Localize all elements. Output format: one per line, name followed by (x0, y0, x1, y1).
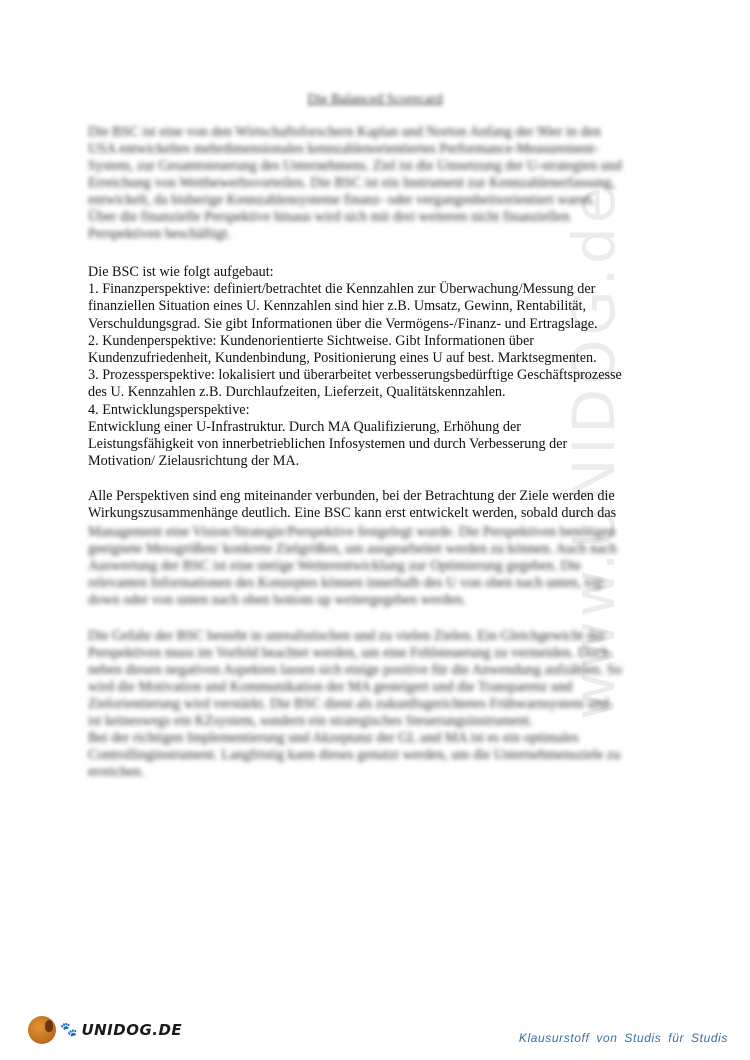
text-line: finanziellen Situation eines U. Kennzahlen sind hier z.B. Umsatz, Gewinn, Rentabilität, (88, 298, 587, 315)
text-line: 4. Entwicklungsperspektive: (88, 401, 250, 418)
dog-icon (28, 1016, 56, 1044)
text-line: Wirkungszusammenhänge deutlich. Eine BSC kann erst entwickelt werden, sobald durch das (88, 505, 617, 522)
text-line: Erreichung von Wettbewerbsvorteilen. Die BSC ist ein Instrument zur Kennzahlenerfassung, (88, 175, 615, 191)
text-line: Über die finanzielle Perspektive hinaus wird sich mit drei weiteren nicht finanziellen (88, 209, 570, 225)
text-line: ist keineswegs ein KZsystem, sondern ein strategisches Steuerungsinstrument. (88, 713, 533, 729)
text-line: Perspektiven beschäftigt. (88, 226, 231, 242)
text-line: down oder von unten nach oben bottom up weitergegeben werden. (88, 592, 466, 608)
text-line: System, zur Gesamtsteuerung des Unternehmens. Ziel ist die Umsetzung der U-strategien und (88, 158, 622, 174)
text-line: Bei der richtigen Implementierung und Akzeptanz der GL und MA ist es ein optimales (88, 730, 579, 746)
text-line: Die BSC ist eine von den Wirtschaftsforschern Kaplan und Norton Anfang der 90er in den (88, 124, 601, 140)
text-line: Die BSC ist wie folgt aufgebaut: (88, 264, 274, 280)
text-line: 3. Prozessperspektive: lokalisiert und überarbeitet verbesserungsbedürftige Geschäftsprozesse (88, 367, 622, 384)
logo-text: UNIDOG.DE (81, 1021, 183, 1039)
text-line: Zielorientierung wird verstärkt. Die BSC dient als zukunftsgerichtetes Frühwarnsystem und (88, 696, 609, 712)
blurred-connections-continuation (88, 524, 663, 609)
text-line: entwickelt, da bisherige Kennzahlensysteme finanz- oder vergangenheitsorientiert waren. (88, 192, 596, 208)
text-line: USA entwickeltes mehrdimensionales kennzahlenorientiertes Performance-Measurement- (88, 141, 599, 157)
text-line: Motivation/ Zielausrichtung der MA. (88, 453, 300, 470)
connections-paragraph (88, 488, 668, 522)
text-line: Controllinginstrument. Langfristig kann dieses genutzt werden, um die Unternehmensziele zu (88, 747, 621, 763)
text-line: des U. Kennzahlen z.B. Durchlaufzeiten, Lieferzeit, Qualitätskennzahlen. (88, 384, 506, 401)
text-line: Kundenzufriedenheit, Kundenbindung, Positionierung eines U auf best. Marktsegmenten. (88, 350, 597, 367)
text-line: Entwicklung einer U-Infrastruktur. Durch MA Qualifizierung, Erhöhung der (88, 418, 521, 435)
text-line: relevanten Informationen des Konzeptes können innerhalb des U von oben nach unten, top (88, 575, 603, 591)
text-line: Perspektiven muss im Vorfeld beachtet werden, um eine Fehlsteuerung zu vermeiden. Doch (88, 645, 609, 661)
text-line: wird die Motivation und Kommunikation der MA gesteigert und die Transparenz und (88, 679, 573, 695)
structure-section (88, 264, 668, 470)
text-line: geeignete Messgrößen/ konkrete Zielgrößen, um ausgearbeitet werden zu können. Auch nach (88, 541, 617, 557)
text-line: 1. Finanzperspektive: definiert/betrachtet die Kennzahlen zur Überwachung/Messung der (88, 281, 596, 298)
text-line: Leistungsfähigkeit von innerbetrieblichen Infosystemen und durch Verbesserung der (88, 436, 568, 453)
blurred-intro-paragraph (88, 124, 663, 243)
text-line: erreichen. (88, 764, 145, 780)
text-line: 2. Kundenperspektive: Kundenorientierte Sichtweise. Gibt Informationen über (88, 332, 534, 349)
text-line: Die Gefahr der BSC besteht in unrealistischen und zu vielen Zielen. Ein Gleichgewicht der (88, 628, 605, 644)
watermark: www.UNIDOG.de (560, 183, 628, 720)
text-line: Verschuldungsgrad. Sie gibt Informationen über die Vermögens-/Finanz- und Ertragslage. (88, 315, 598, 332)
text-line: Alle Perspektiven sind eng miteinander verbunden, bei der Betrachtung der Ziele werden die (88, 488, 615, 504)
text-line: Auswertung der BSC ist eine stetige Weiterentwicklung zur Optimierung gegeben. Die (88, 558, 582, 574)
paw-icon: 🐾 (60, 1022, 78, 1038)
document-title: Die Balanced Scorecard (307, 92, 443, 107)
footer-tagline: Klausurstoff von Studis für Studis (518, 1031, 728, 1045)
blurred-risks-paragraph (88, 628, 663, 781)
text-line: Management eine Vision/Strategie/Perspektive festgelegt wurde. Die Perspektiven benötigen (88, 524, 616, 540)
unidog-logo[interactable] (28, 1016, 182, 1044)
text-line: neben diesen negativen Aspekten lassen sich einige positive für die Anwendung aufzählen. So (88, 662, 622, 678)
